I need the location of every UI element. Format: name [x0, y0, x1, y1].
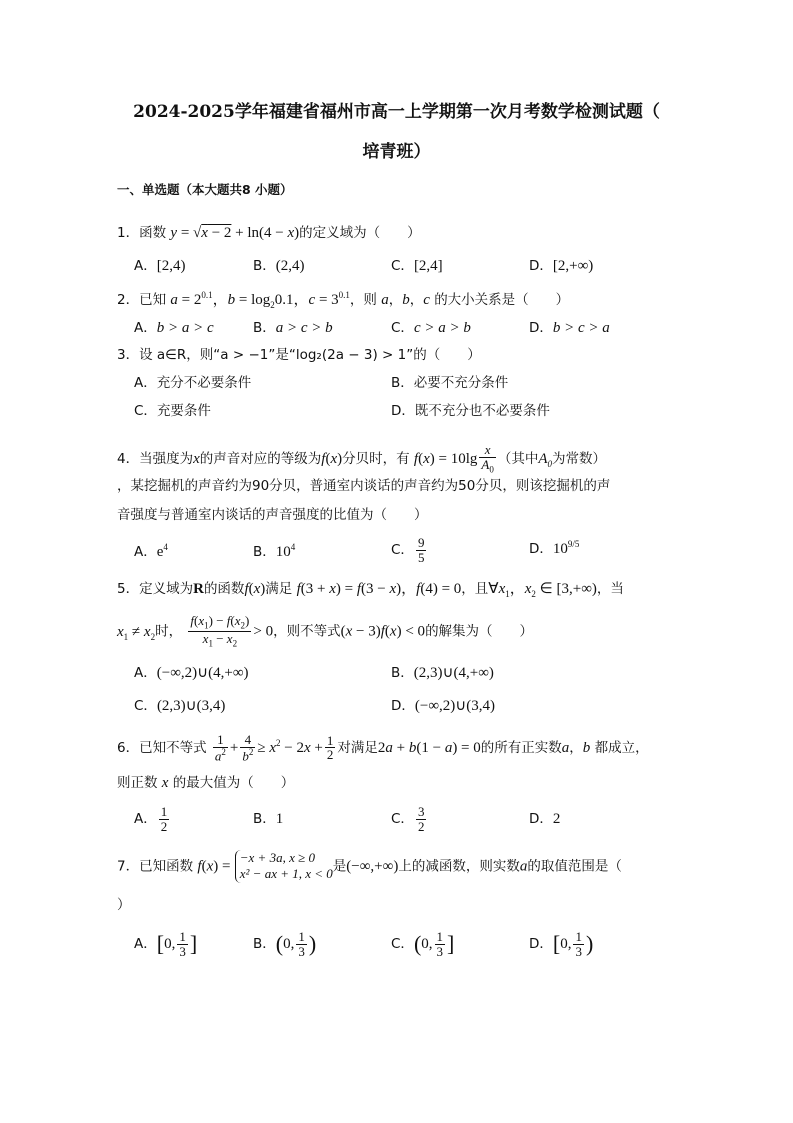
q6-ineq: ≥ $x^2 - 2x$ + [257, 737, 323, 756]
q5-fraction: $\frac{f(x_1) - f(x_2)}{x_1 - x_2}$ [190, 613, 250, 649]
q7-fx: f(x) = [197, 858, 231, 875]
q7-d-label: D． [529, 936, 553, 953]
q2-d-label: D． [529, 320, 553, 336]
q1-c-label: C． [391, 258, 414, 274]
q1-d-label: D． [529, 258, 553, 274]
q4-d-label: D． [529, 541, 553, 557]
q3-number: 3． [117, 347, 140, 363]
q5-a-text: (−∞,2)∪(4,+∞) [156, 665, 249, 681]
q6-number: 6． [117, 739, 140, 756]
q2-d-text: b > c > a [552, 320, 610, 336]
q7-b-label: B． [253, 936, 276, 953]
question-2: 2．已知 $a = 2^{0.1}$，$b = \log_20.1$，$c = 3^{0.1}$，则 a，b，c 的大小关系是（ ） [117, 290, 570, 310]
q4-fraction: $\frac{x}{A_0}$ [481, 442, 494, 475]
q2-option-a[interactable] [134, 321, 214, 336]
q5-b-text: (2,3)∪(4,+∞) [413, 665, 494, 681]
q3-c-text: 充要条件 [156, 403, 211, 419]
q1-option-d[interactable] [529, 259, 593, 274]
q4-a-label: A． [134, 544, 157, 560]
q6-mid: 对满足 [337, 739, 378, 756]
q6-pre: 已知不等式 [139, 739, 207, 756]
q3-b-text: 必要不充分条件 [413, 375, 509, 391]
q1-option-c[interactable] [391, 259, 443, 274]
q2-option-c[interactable] [391, 321, 471, 336]
q4-pre: 当强度为 [139, 450, 194, 467]
q6-c-text: $\frac{3}{2}$ [417, 804, 425, 834]
q1-c-text: [2,4] [413, 258, 443, 274]
q7-c-frac: $\frac{1}{3}$ [436, 929, 444, 959]
q5-d-text: (−∞,2)∪(3,4) [414, 698, 496, 714]
q2-b-label: B． [253, 320, 276, 336]
q4-c-text: $\frac{9}{5}$ [417, 535, 425, 565]
q4-option-a[interactable] [134, 543, 168, 560]
q5-tail-end: ，当 [596, 581, 624, 597]
q7-c-label: C． [391, 936, 414, 953]
q2-post: 的大小关系是（ ） [434, 292, 570, 308]
q4-formula: f(x) = 10lg [413, 450, 478, 467]
q7-a-label: A． [134, 936, 157, 953]
q6-frac2: $\frac{4}{b^2}$ [242, 732, 254, 763]
q4-number: 4． [117, 450, 140, 467]
q5-b-label: B． [391, 665, 414, 681]
q5-mid: 的函数 [203, 581, 245, 597]
q4-mid1: 的声音对应的等级为 [199, 450, 322, 467]
question-3 [117, 349, 481, 363]
q7-case2: x² − ax + 1, x < 0 [239, 866, 333, 882]
q7-number: 7． [117, 858, 140, 875]
q6-b-label: B． [253, 811, 276, 827]
q4-c-label: C． [391, 542, 414, 559]
q1-b-label: B． [253, 258, 276, 274]
q5-mid2: 满足 [265, 581, 293, 597]
q3-d-label: D． [391, 403, 415, 419]
q5-cond: f(3 + x) = f(3 − x)，f(4) = 0 [296, 581, 462, 597]
q5-line2-end: 的解集为（ ） [425, 623, 534, 640]
q2-c-text: c > a > b [413, 320, 471, 336]
q3-c-label: C． [134, 403, 157, 419]
q6-option-d[interactable] [529, 812, 560, 827]
q7-b-frac: $\frac{1}{3}$ [298, 929, 305, 959]
q1-a-text: [2,4) [156, 258, 186, 274]
q5-a-label: A． [134, 665, 157, 681]
q6-frac3: $\frac{1}{2}$ [326, 732, 334, 763]
q5-line2-post: ，则不等式 [273, 623, 341, 640]
q5-forall: $\forall x_1$，$x_2$ ∈ [3,+∞) [488, 581, 597, 599]
q6-a-text: $\frac{1}{2}$ [160, 804, 168, 834]
q3-a-text: 充分不必要条件 [156, 375, 252, 391]
question-6: 6．已知不等式 $\frac{1}{a^2}$ + $\frac{4}{b^2}$ ≥ $x^2 - 2x$ + $\frac{1}{2}$ 对满足2a + b(1 − a) = 0的所有正实数a，b 都成立， [117, 732, 649, 763]
q4-post2: 为常数） [552, 450, 606, 467]
section-heading: 一、单选题（本大题共8 小题） [117, 182, 293, 197]
q2-a-text: b > a > c [156, 320, 214, 336]
q1-option-b[interactable] [253, 259, 305, 274]
q6-option-a[interactable] [134, 805, 171, 833]
q4-d-text: $10^{9/5}$ [552, 539, 580, 557]
q5-neq: $x_1 \ne x_2$ [117, 623, 156, 642]
q7-option-a[interactable]: A．[0, $\frac{1}{3}$ ] [134, 929, 198, 959]
q3-option-c[interactable] [134, 405, 211, 419]
q6-a-label: A． [134, 811, 157, 828]
q1-pre: 函数 [139, 225, 167, 241]
q2-a-label: A． [134, 320, 157, 336]
q7-piecewise [235, 850, 333, 883]
q4-option-c[interactable] [391, 536, 428, 564]
q1-formula: y = √x − 2 + ln(4 − x) [170, 225, 300, 241]
q3-a-label: A． [134, 375, 157, 391]
q5-number: 5． [117, 581, 140, 597]
q6-d-label: D． [529, 811, 553, 827]
q4-b-text: $10^4$ [275, 542, 296, 560]
q7-mid: 是 [332, 858, 347, 875]
q5-tail: ，且 [461, 581, 489, 597]
q4-b-label: B． [253, 544, 276, 560]
q7-case1: −x + 3a, x ≥ 0 [239, 850, 315, 865]
q5-c-text: (2,3)∪(3,4) [156, 698, 226, 714]
q1-b-text: (2,4) [275, 258, 305, 274]
q3-b-label: B． [391, 375, 414, 391]
q7-a-frac: $\frac{1}{3}$ [179, 929, 186, 959]
q2-b-text: a > c > b [275, 320, 333, 336]
q6-frac1: $\frac{1}{a^2}$ [214, 732, 226, 763]
q4-post: （其中 [497, 450, 539, 467]
q1-option-a[interactable] [134, 259, 186, 274]
q7-pre: 已知函数 [139, 858, 194, 875]
q4-x: x [193, 450, 200, 467]
q7-d-frac: $\frac{1}{3}$ [575, 929, 582, 959]
q6-option-c[interactable] [391, 805, 428, 833]
q5-ineq: (x − 3)f(x) < 0 [340, 623, 426, 640]
q4-a-text: $e^4$ [156, 542, 168, 560]
q6-option-b[interactable] [253, 812, 283, 827]
q1-d-text: [2,+∞) [552, 258, 594, 274]
q2-mid: ，则 [349, 292, 377, 308]
q2-vars: a [381, 292, 389, 308]
q5-line-2: $x_1 \ne x_2$时， $\frac{f(x_1) - f(x_2)}{x_1 - x_2}$ > 0，则不等式(x − 3)f(x) < 0的解集为（ ） [117, 613, 534, 649]
q2-option-b[interactable] [253, 321, 333, 336]
q2-number: 2． [117, 292, 140, 308]
q7-option-b[interactable]: B．(0, $\frac{1}{3}$ ) [253, 929, 317, 959]
q2-option-d[interactable] [529, 321, 610, 336]
q2-pre: 已知 [139, 292, 167, 308]
question-5 [117, 582, 624, 599]
q6-c-label: C． [391, 811, 414, 828]
q3-option-a[interactable] [134, 377, 251, 391]
q6-b-text: 1 [275, 811, 284, 827]
q5-d-label: D． [391, 698, 415, 714]
q6-d-text: 2 [552, 811, 561, 827]
q5-fx: f(x) [244, 581, 266, 597]
title-line-1: 2024-2025学年福建省福州市高一上学期第一次月考数学检测试题（ [133, 102, 660, 122]
q5-pre: 定义域为 [139, 581, 194, 597]
q1-post: 的定义域为（ ） [299, 225, 421, 241]
q5-option-a[interactable] [134, 666, 249, 681]
q7-line-2: ） [117, 897, 131, 913]
q4-line-3: 音强度与普通室内谈话的声音强度的比值为（ ） [117, 507, 428, 523]
q7-option-c[interactable]: C．(0, $\frac{1}{3}$ ] [391, 929, 455, 959]
q4-mid2: 分贝时，有 [342, 450, 410, 467]
q6-line-2: 则正数 x 的最大值为（ ） [117, 775, 295, 791]
q6-post2: 都成立， [594, 739, 649, 756]
q6-line2: 则正数 [117, 775, 158, 791]
q4-a0: $A_0$ [538, 450, 552, 469]
q3-option-d[interactable] [391, 405, 550, 419]
q7-post2: 的取值范围是（ [527, 858, 622, 875]
q1-number: 1． [117, 225, 140, 241]
q1-a-label: A． [134, 258, 157, 274]
q6-line2b: 的最大值为（ ） [172, 775, 295, 791]
q6-cond: 2a + b(1 − a) = 0 [377, 739, 481, 756]
q4-option-d[interactable] [529, 540, 579, 557]
q4-option-b[interactable] [253, 543, 295, 560]
q5-c-label: C． [134, 698, 157, 714]
question-7: 7．已知函数 f(x) = −x + 3a, x ≥ 0 x² − ax + 1, x < 0 是(−∞,+∞)上的减函数，则实数a的取值范围是（ [117, 850, 622, 882]
q4-fx: f(x) [321, 450, 343, 467]
q6-post: 的所有正实数 [480, 739, 562, 756]
q2-c-label: C． [391, 320, 414, 336]
q5-line2-mid: 时， [155, 623, 183, 640]
title-line-2: 培青班） [362, 142, 431, 162]
q4-line-2: ，某挖掘机的声音约为90分贝，普通室内谈话的声音约为50分贝，则该挖掘机的声 [117, 478, 611, 494]
q7-post: 上的减函数，则实数 [398, 858, 520, 875]
question-4 [117, 443, 606, 475]
q5-option-d[interactable] [391, 699, 495, 714]
q5-option-c[interactable] [134, 699, 225, 714]
q3-d-text: 既不充分也不必要条件 [414, 403, 550, 419]
q3-text: 设 a∈R，则“a > −1”是“log₂(2a − 3) > 1”的（ ） [139, 347, 481, 363]
question-1 [117, 226, 421, 241]
q7-interval: (−∞,+∞) [346, 858, 399, 875]
q3-option-b[interactable] [391, 377, 508, 391]
q5-r: R [193, 581, 204, 597]
q7-option-d[interactable]: D．[0, $\frac{1}{3}$ ) [529, 929, 594, 959]
q5-option-b[interactable] [391, 666, 494, 681]
q2-formula: $a = 2^{0.1}$，$b = \log_20.1$，$c = 3^{0.1}$ [170, 290, 350, 310]
